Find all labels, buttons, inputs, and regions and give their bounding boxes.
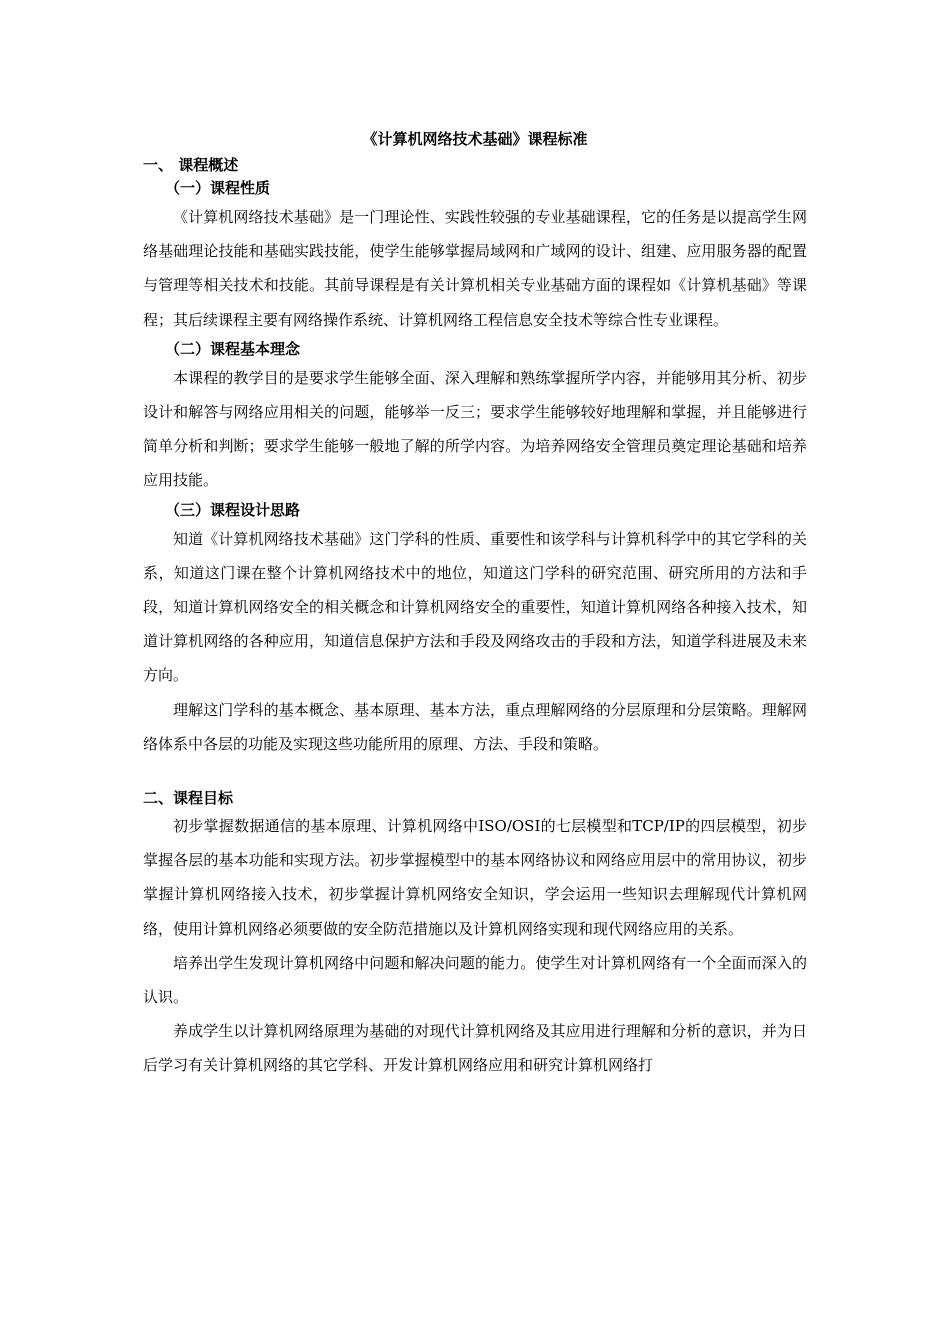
section-2-paragraph-3: 养成学生以计算机网络原理为基础的对现代计算机网络及其应用进行理解和分析的意识，并为日后学习有关计算机网络的其它学科、开发计算机网络应用和研究计算机网络打: [143, 1022, 807, 1075]
section-2-heading: 二、课程目标: [143, 789, 234, 808]
section-1-3-paragraph-2: 理解这门学科的基本概念、基本原理、基本方法，重点理解网络的分层原理和分层策略。理解网络体系中各层的功能及实现这些功能所用的原理、方法、手段和策略。: [143, 700, 807, 753]
section-1-2-heading: （二）课程基本理念: [165, 339, 301, 358]
section-1-1-heading: （一）课程性质: [165, 179, 271, 197]
section-1-1-paragraph: 《计算机网络技术基础》是一门理论性、实践性较强的专业基础课程，它的任务是以提高学生网络基础理论技能和基础实践技能，使学生能够掌握局域网和广域网的设计、组建、应用服务器的配置与管理等相关技术和技能。其前导课程是有关计算机相关专业基础方面的课程如《计算机基础》等课程；其后续课程主要有网络操作系统、计算机网络工程信息安全技术等综合性专业课程。: [143, 208, 807, 329]
section-spacer: [143, 761, 807, 787]
section-2-paragraph-2: 培养出学生发现计算机网络中问题和解决问题的能力。使学生对计算机网络有一个全面而深入的认识。: [143, 953, 807, 1007]
document-title: 《计算机网络技术基础》课程标准: [362, 130, 588, 148]
section-1-3-heading: （三）课程设计思路: [165, 500, 301, 519]
section-1-heading: 一、 课程概述: [143, 156, 239, 174]
section-1-2-paragraph: 本课程的教学目的是要求学生能够全面、深入理解和熟练掌握所学内容，并能够用其分析、初步设计和解答与网络应用相关的问题，能够举一反三；要求学生能够较好地理解和掌握，并且能够进行简单分析和判断；要求学生能够一般地了解的所学内容。为培养网络安全管理员奠定理论基础和培养应用技能。: [143, 368, 807, 490]
section-2-paragraph-1: 初步掌握数据通信的基本原理、计算机网络中ISO/OSI的七层模型和TCP/IP的四层模型，初步掌握各层的基本功能和实现方法。初步掌握模型中的基本网络协议和网络应用层中的常用协议，初步掌握计算机网络接入技术，初步掌握计算机网络安全知识，学会运用一些知识去理解现代计算机网络，使用计算机网络必须要做的安全防范措施以及计算机网络实现和现代网络应用的关系。: [143, 817, 807, 938]
section-1-3-paragraph-1: 知道《计算机网络技术基础》这门学科的性质、重要性和该学科与计算机科学中的其它学科的关系，知道这门课在整个计算机网络技术中的地位，知道这门学科的研究范围、研究所用的方法和手段，知道计算机网络安全的相关概念和计算机网络安全的重要性，知道计算机网络各种接入技术，知道计算机网络的各种应用，知道信息保护方法和手段及网络攻击的手段和方法，知道学科进展及未来方向。: [143, 529, 807, 685]
document-body: [143, 128, 807, 1083]
